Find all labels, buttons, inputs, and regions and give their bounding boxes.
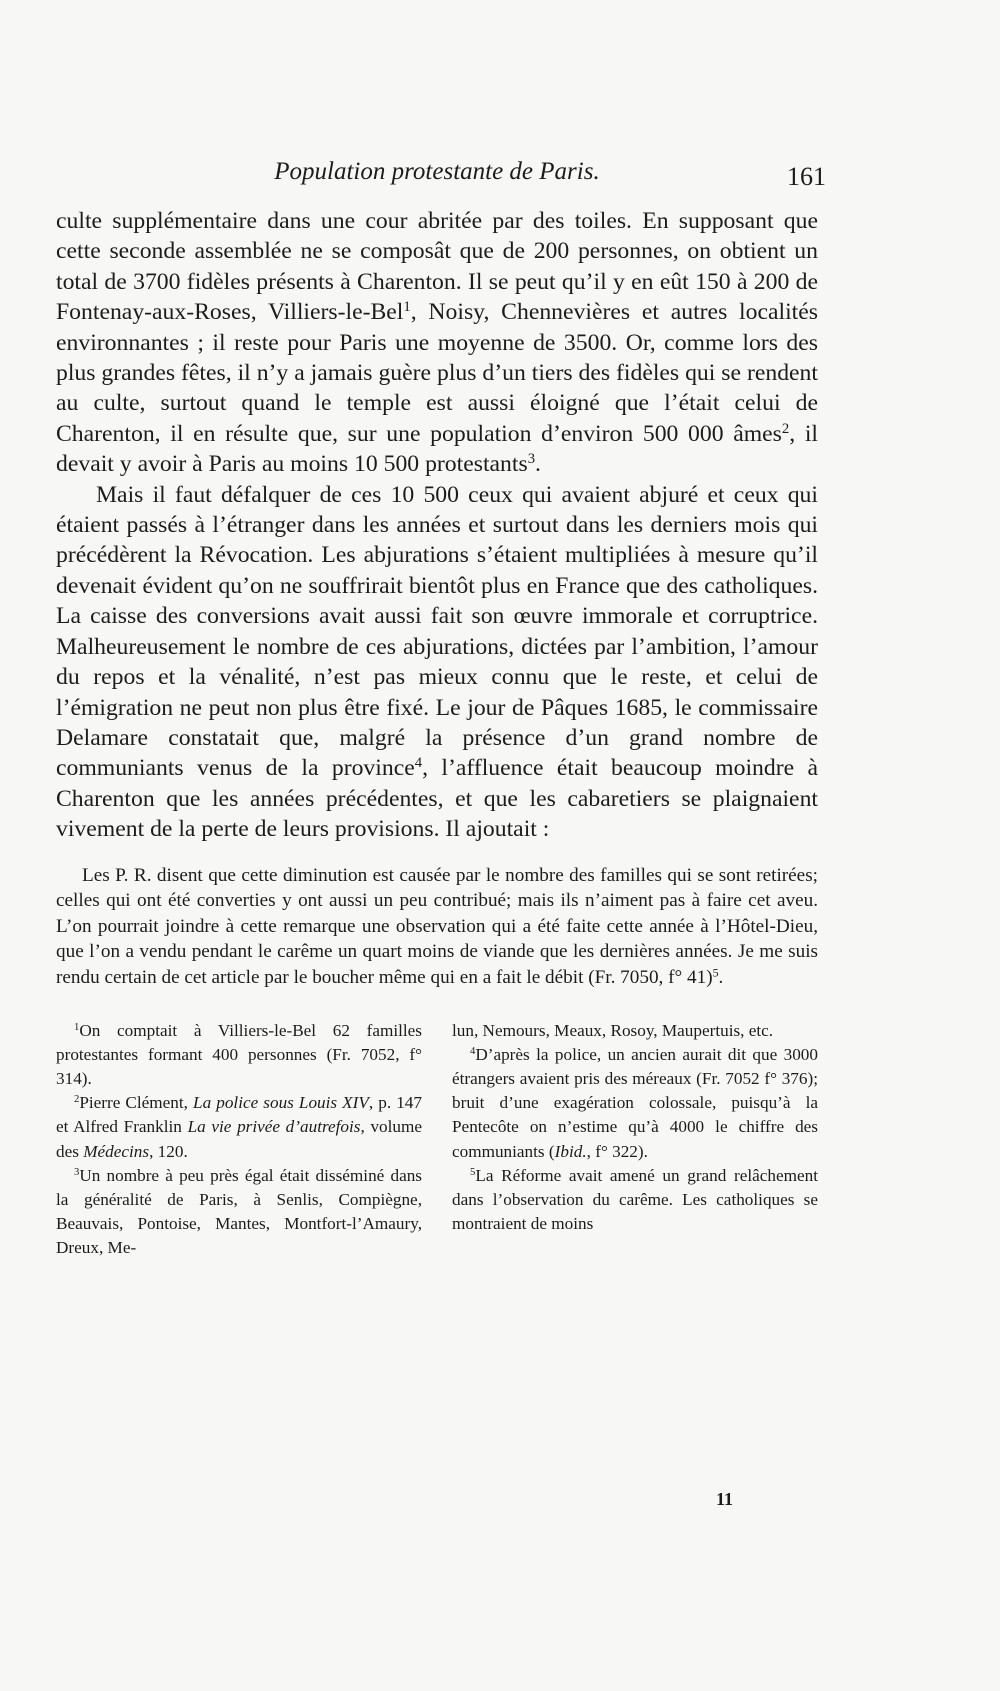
main-text: [56, 206, 818, 845]
page-number: 161: [787, 162, 826, 191]
footnote-ref-3[interactable]: 3: [527, 451, 536, 468]
footnote-1: $^1$On comptait à Villiers-le-Bel 62 familles protestantes formant 400 personnes (Fr. 7052, f° 314).: [56, 1020, 422, 1088]
footnote-2: $^2$Pierre Clément, La police sous Louis XIV, p. 147 et Alfred Franklin La vie privée d’autrefois, volume des Médecins, 120.: [56, 1093, 423, 1161]
paragraph-1: culte supplémentaire dans une cour abritée par des toiles. En supposant que cette seconde assemblée ne se composât que de 200 personnes, on obtient un total de 3700 fidèles présents à Charenton. Il se peut qu’il y en eût 150 à 200 de Fontenay-aux-Roses, Villiers-le-Bel$^1$, Noisy, Chennevières et autres localités environnantes ; il reste pour Paris une moyenne de 3500. Or, comme lors des plus grandes fêtes, il n’y a jamais guère plus d’un tiers des fidèles qui se rendent au culte, surtout quand le temple est aussi éloigné que l’était celui de Charenton, il en résulte que, sur une population d’environ 500 000 âmes$^2$, il devait y avoir à Paris au moins 10 500 protestants$^3$.: [56, 208, 818, 478]
footnote-3-continued: lun, Nemours, Meaux, Rosoy, Maupertuis, etc.: [452, 1020, 774, 1040]
running-head: [56, 150, 826, 194]
footnote-ref-4[interactable]: 4: [414, 755, 423, 772]
footnote-ref-1[interactable]: 1: [403, 299, 411, 316]
page: [56, 150, 826, 1261]
block-quote: [56, 863, 818, 991]
footnotes-right-column: [452, 1019, 818, 1261]
quote-paragraph: Les P. R. disent que cette diminution est causée par le nombre des familles qui se sont retirées; celles qui ont été converties y ont aussi un peu contribué; mais ils n’aiment pas à faire cet aveu. L’on pourrait joindre à cette remarque une observation qui a été faite cette année à l’Hôtel-Dieu, que l’on a vendu pendant le carême un quart moins de viande que les dernières années. Je me suis rendu certain de cet article par le boucher même qui en a fait le débit (Fr. 7050, f° 41)$^5$.: [56, 864, 818, 988]
footnote-4: $^4$D’après la police, un ancien aurait dit que 3000 étrangers avaient pris des méreaux (Fr. 7052 f° 376); bruit d’une exagération colossale, puisqu’à la Pentecôte on n’estime qu’à 4000 le chiffre des communiants (Ibid., f° 322).: [452, 1044, 818, 1161]
signature-mark: 11: [716, 1489, 734, 1509]
footnote-ref-2[interactable]: 2: [781, 420, 790, 437]
footnotes: [56, 1019, 818, 1261]
running-title: Population protestante de Paris.: [274, 158, 600, 185]
footnote-5: $^5$La Réforme avait amené un grand relâchement dans l’observation du carême. Les catholiques se montraient de moins: [452, 1165, 818, 1234]
paragraph-2: Mais il faut défalquer de ces 10 500 ceux qui avaient abjuré et ceux qui étaient passés à l’étranger dans les années et surtout dans les derniers mois qui précédèrent la Révocation. Les abjurations s’étaient multipliées à mesure qu’il devenait évident qu’on ne souffrirait bientôt plus en France que des catholiques. La caisse des conversions avait aussi fait son œuvre immorale et corruptrice. Malheureusement le nombre de ces abjurations, dictées par l’ambition, l’amour du repos et la vénalité, n’est pas mieux connu que le reste, et celui de l’émigration ne peut non plus être fixé. Le jour de Pâques 1685, le commissaire Delamare constatait que, malgré la présence d’un grand nombre de communiants venus de la province$^4$, l’affluence était beaucoup moindre à Charenton que les années précédentes, et que les cabaretiers se plaignaient vivement de la perte de leurs provisions. Il ajoutait :: [56, 481, 818, 843]
footnote-3: $^3$Un nombre à peu près égal était disséminé dans la généralité de Paris, à Senlis, Compiègne, Beauvais, Pontoise, Mantes, Montfort-l’Amaury, Dreux, Me-: [56, 1165, 422, 1258]
footnote-ref-5[interactable]: 5: [712, 965, 719, 980]
footnotes-left-column: [56, 1019, 422, 1261]
